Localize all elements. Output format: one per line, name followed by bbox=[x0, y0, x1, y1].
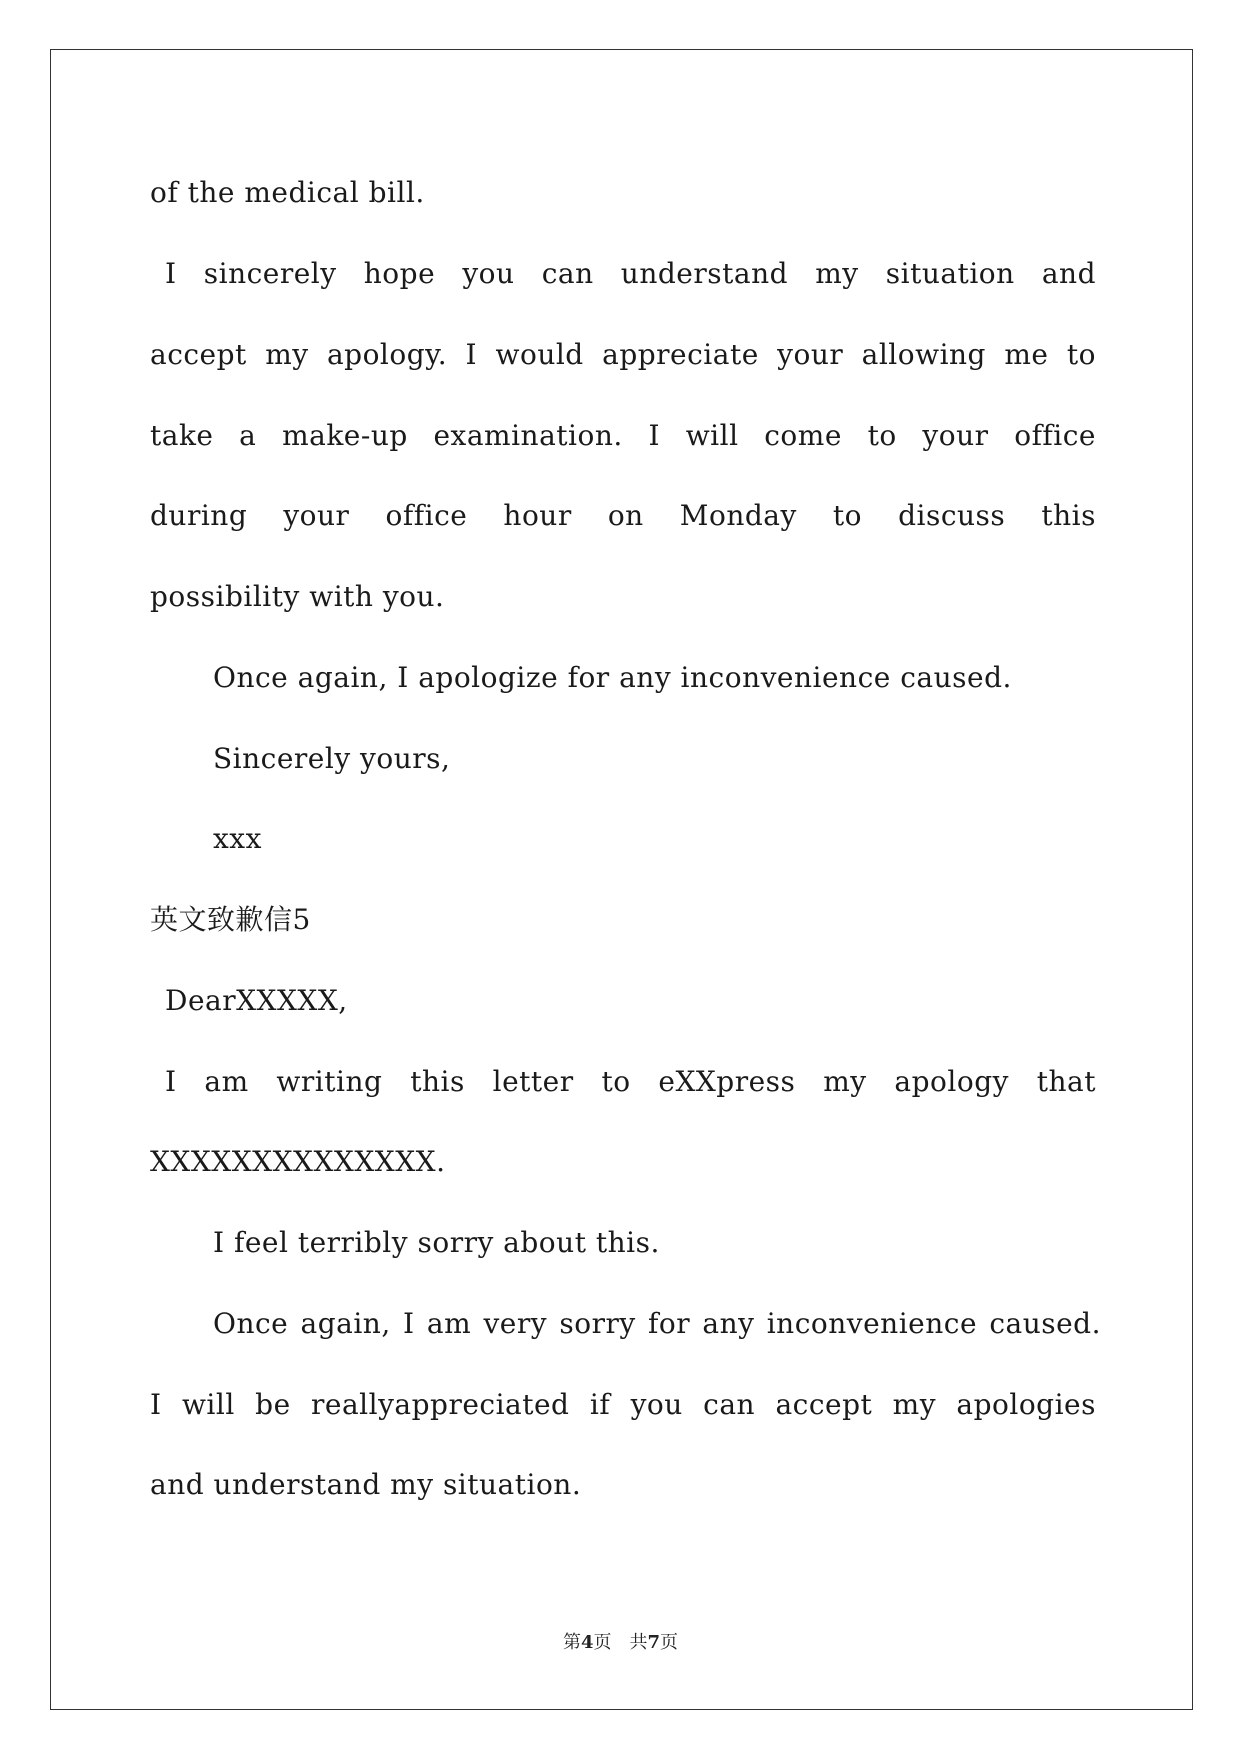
page-suffix: 页 bbox=[593, 1632, 612, 1653]
page-footer bbox=[0, 1632, 1241, 1654]
text-line: accept my apology. I would appreciate your allowing me to bbox=[150, 338, 1096, 371]
total-suffix: 页 bbox=[660, 1632, 679, 1653]
text-line: I feel terribly sorry about this. bbox=[213, 1226, 660, 1259]
section-heading: 英文致歉信5 bbox=[150, 903, 311, 936]
text-line: possibility with you. bbox=[150, 580, 445, 613]
total-prefix: 共 bbox=[629, 1632, 648, 1653]
page-prefix: 第 bbox=[562, 1632, 581, 1653]
total-pages: 7 bbox=[647, 1632, 661, 1653]
text-line: and understand my situation. bbox=[150, 1468, 582, 1501]
text-line: take a make-up examination. I will come to your office bbox=[150, 419, 1096, 452]
page-number: 4 bbox=[580, 1632, 594, 1653]
text-line: Sincerely yours, bbox=[213, 742, 451, 775]
text-line: of the medical bill. bbox=[150, 176, 425, 209]
salutation: DearXXXXX, bbox=[165, 984, 348, 1017]
text-line: Once again, I apologize for any inconvenience caused. bbox=[213, 661, 1012, 694]
text-line: XXXXXXXXXXXXXX. bbox=[150, 1145, 446, 1178]
text-line: during your office hour on Monday to discuss this bbox=[150, 499, 1096, 532]
text-line: I will be reallyappreciated if you can accept my apologies bbox=[150, 1388, 1096, 1421]
text-line: I sincerely hope you can understand my situation and bbox=[165, 257, 1096, 290]
text-line: Once again, I am very sorry for any inconvenience caused. bbox=[213, 1307, 1101, 1340]
text-line: I am writing this letter to eXXpress my apology that bbox=[165, 1065, 1096, 1098]
text-line: xxx bbox=[213, 822, 262, 855]
page-frame bbox=[50, 49, 1193, 1710]
